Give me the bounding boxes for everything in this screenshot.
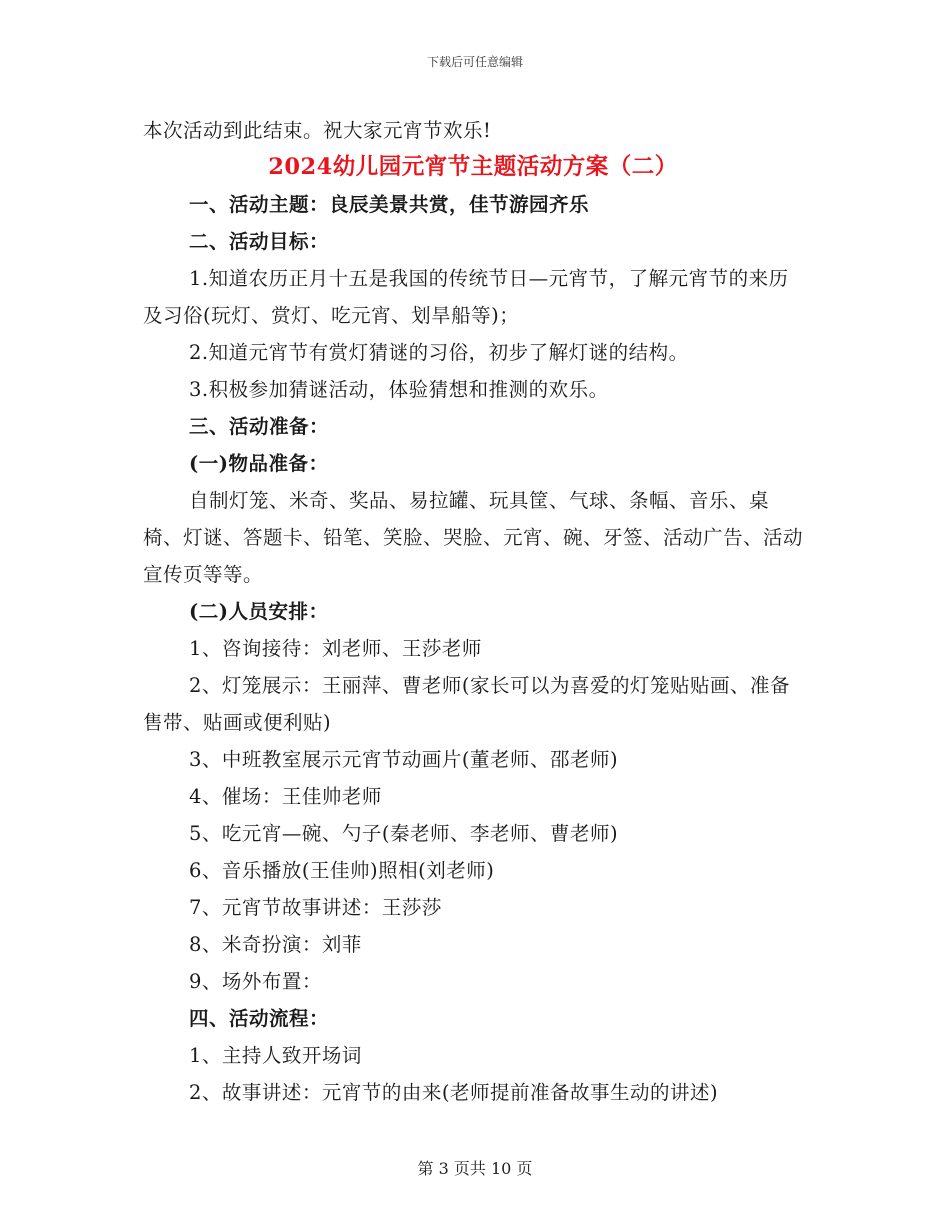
section-heading-preparation: 三、活动准备：: [189, 415, 330, 438]
subsection-heading-staff: (二)人员安排：: [189, 600, 329, 623]
staff-item-4: 4、催场：王佳帅老师: [189, 785, 382, 808]
subsection-heading-materials: (一)物品准备：: [189, 452, 329, 475]
process-item-1: 1、主持人致开场词: [189, 1044, 362, 1067]
process-item-2: 2、故事讲述：元宵节的由来(老师提前准备故事生动的讲述): [189, 1081, 719, 1104]
staff-item-9: 9、场外布置：: [189, 970, 322, 993]
closing-line: 本次活动到此结束。祝大家元宵节欢乐!: [143, 119, 492, 142]
section-heading-goals: 二、活动目标：: [189, 230, 330, 253]
materials-list: 自制灯笼、米奇、奖品、易拉罐、玩具筐、气球、条幅、音乐、桌椅、灯谜、答题卡、铅笔、笑脸、哭脸、元宵、碗、牙签、活动广告、活动宣传页等等。: [143, 489, 804, 586]
goal-item-1: 1.知道农历正月十五是我国的传统节日—元宵节，了解元宵节的来历及习俗(玩灯、赏灯、吃元宵、划旱船等)；: [143, 267, 789, 327]
document-body: [143, 112, 803, 1111]
staff-item-8: 8、米奇扮演：刘菲: [189, 933, 362, 956]
page-footer: 第 3 页共 10 页: [417, 1159, 533, 1178]
goal-item-2: 2.知道元宵节有赏灯猜谜的习俗，初步了解灯谜的结构。: [189, 341, 689, 364]
page-header-note: 下载后可任意编辑: [426, 55, 523, 69]
staff-item-5: 5、吃元宵—碗、勺子(秦老师、李老师、曹老师): [189, 822, 619, 845]
staff-item-1: 1、咨询接待：刘老师、王莎老师: [189, 637, 482, 660]
goal-item-3: 3.积极参加猜谜活动，体验猜想和推测的欢乐。: [189, 378, 609, 401]
staff-item-3: 3、中班教室展示元宵节动画片(董老师、邵老师): [189, 748, 619, 771]
document-title: 2024幼儿园元宵节主题活动方案（二）: [268, 154, 678, 180]
section-heading-process: 四、活动流程：: [189, 1007, 330, 1030]
staff-item-2: 2、灯笼展示：王丽萍、曹老师(家长可以为喜爱的灯笼贴贴画、准备售带、贴画或便利贴): [143, 674, 791, 734]
section-heading-theme: 一、活动主题：良辰美景共赏，佳节游园齐乐: [189, 193, 590, 216]
staff-item-7: 7、元宵节故事讲述：王莎莎: [189, 896, 442, 919]
staff-item-6: 6、音乐播放(王佳帅)照相(刘老师): [189, 859, 495, 882]
